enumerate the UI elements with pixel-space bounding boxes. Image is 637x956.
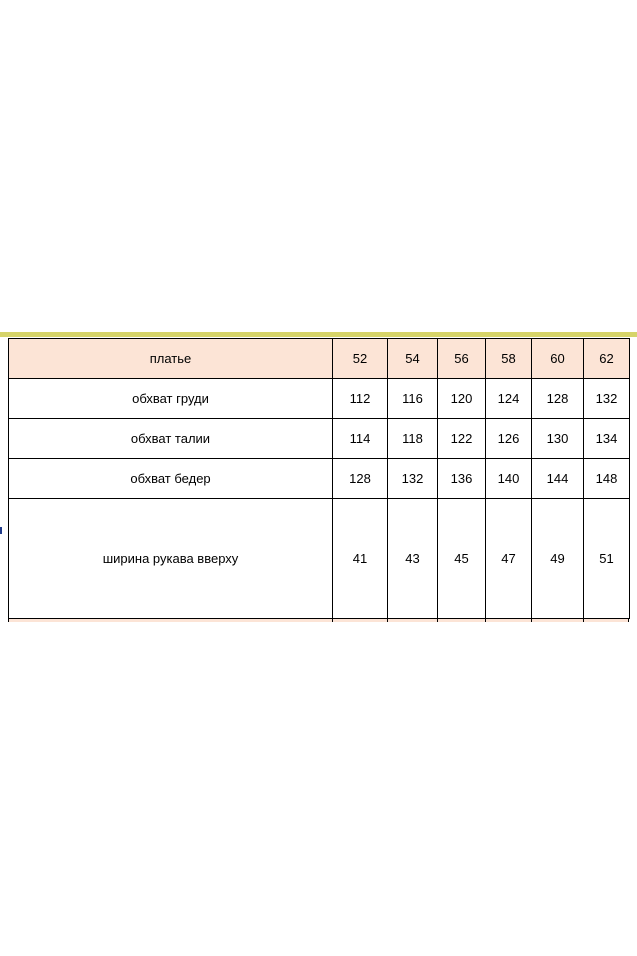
- value-cell: 124: [486, 379, 532, 419]
- table-row-waist: [9, 419, 630, 459]
- value-cell: 43: [388, 499, 438, 619]
- size-header-cell: 52: [333, 339, 388, 379]
- value-cell: 49: [532, 499, 584, 619]
- row-label-cell: обхват талии: [9, 419, 333, 459]
- value-cell: 128: [333, 459, 388, 499]
- size-header-cell: 60: [532, 339, 584, 379]
- row-label-cell: ширина рукава вверху: [9, 499, 333, 619]
- value-cell: 132: [388, 459, 438, 499]
- value-cell: 122: [438, 419, 486, 459]
- next-row-strip: [8, 619, 629, 622]
- row-label-cell: обхват бедер: [9, 459, 333, 499]
- value-cell: 116: [388, 379, 438, 419]
- value-cell: 140: [486, 459, 532, 499]
- row-label-cell: обхват груди: [9, 379, 333, 419]
- value-cell: 51: [584, 499, 630, 619]
- header-label-cell: платье: [9, 339, 333, 379]
- left-edge-mark: [0, 527, 2, 534]
- size-chart-table: [8, 338, 630, 619]
- table-row-sleeve: [9, 499, 630, 619]
- table-row-hips: [9, 459, 630, 499]
- value-cell: 148: [584, 459, 630, 499]
- table-row-chest: [9, 379, 630, 419]
- size-header-cell: 54: [388, 339, 438, 379]
- size-header-cell: 62: [584, 339, 630, 379]
- value-cell: 132: [584, 379, 630, 419]
- table-header-row: [9, 339, 630, 379]
- size-header-cell: 56: [438, 339, 486, 379]
- top-divider-bar: [0, 332, 637, 337]
- value-cell: 134: [584, 419, 630, 459]
- value-cell: 41: [333, 499, 388, 619]
- value-cell: 130: [532, 419, 584, 459]
- value-cell: 112: [333, 379, 388, 419]
- value-cell: 114: [333, 419, 388, 459]
- value-cell: 144: [532, 459, 584, 499]
- value-cell: 45: [438, 499, 486, 619]
- size-header-cell: 58: [486, 339, 532, 379]
- value-cell: 126: [486, 419, 532, 459]
- value-cell: 128: [532, 379, 584, 419]
- value-cell: 118: [388, 419, 438, 459]
- value-cell: 47: [486, 499, 532, 619]
- value-cell: 136: [438, 459, 486, 499]
- value-cell: 120: [438, 379, 486, 419]
